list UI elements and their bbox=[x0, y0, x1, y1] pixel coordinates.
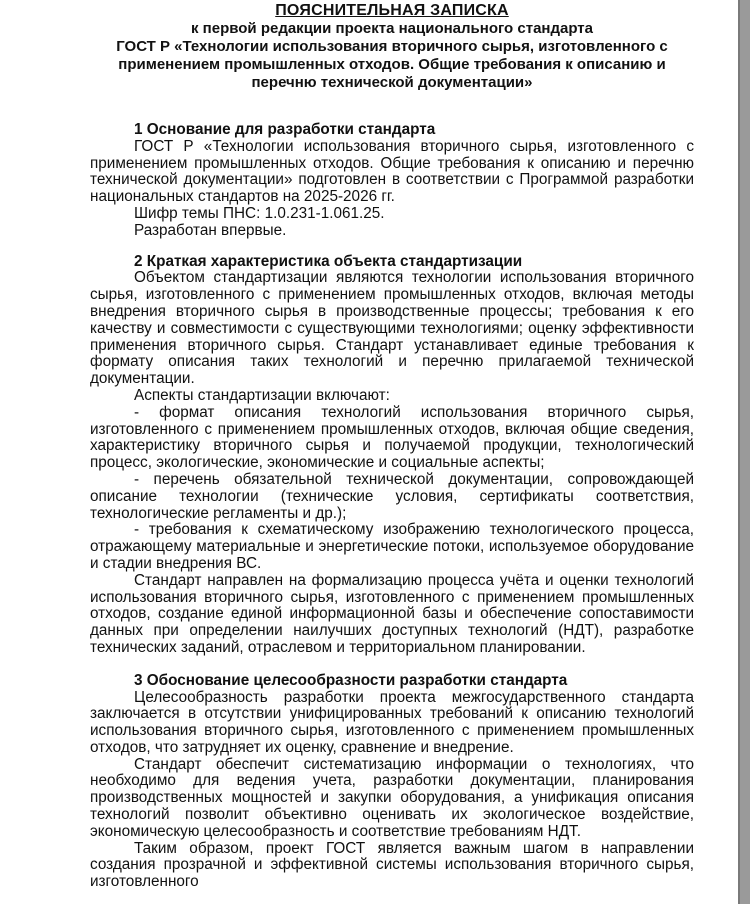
list-item: - перечень обязательной технической документации, сопровождающей описание технологии (технические условия, сертификаты соответствия, технологические регламенты и др.); bbox=[90, 470, 694, 522]
document-title: ПОЯСНИТЕЛЬНАЯ ЗАПИСКА bbox=[275, 2, 509, 19]
section-1-paragraph: ГОСТ Р «Технологии использования вторичного сырья, изготовленного с применением промышленных отходов. Общие требования к описанию и перечню технической документации» подготовлен в соответствии с Программой разработки национальных стандартов на 2025-2026 гг. bbox=[90, 137, 694, 206]
section-2-paragraph: Стандарт направлен на формализацию процесса учёта и оценки технологий использования вторичного сырья, изготовленного с применением промышленных отходов, создание единой информационной базы и обеспечение сопоставимости данных при определении наилучших доступных технологий (НДТ), разработке технических заданий, отраслевом и территориальном планировании. bbox=[90, 571, 694, 656]
section-2-paragraph: Аспекты стандартизации включают: bbox=[134, 386, 390, 404]
spacer bbox=[90, 657, 694, 673]
section-3-heading: 3 Обоснование целесообразности разработки стандарта bbox=[134, 671, 568, 689]
section-3-paragraph: Целесообразность разработки проекта межгосударственного стандарта заключается в отсутствии унифицированных требований к описанию технологий использования вторичного сырья, изготовленного с применением промышленных отходов, что затрудняет их оценку, сравнение и внедрение. bbox=[90, 688, 694, 756]
spacer bbox=[90, 240, 694, 254]
standard-name: ГОСТ Р «Технологии использования вторичного сырья, изготовленного с применением промышленных отходов. Общие требования к описанию и перечню технической документации» bbox=[116, 38, 668, 91]
section-1-paragraph: Шифр темы ПНС: 1.0.231-1.061.25. bbox=[134, 204, 385, 222]
section-1-paragraph: Разработан впервые. bbox=[134, 221, 287, 239]
section-2-heading: 2 Краткая характеристика объекта стандартизации bbox=[134, 252, 523, 270]
section-1-heading: 1 Основание для разработки стандарта bbox=[134, 121, 436, 138]
list-item: - требования к схематическому изображению технологического процесса, отражающему материальные и энергетические потоки, используемое оборудование и стадии внедрения ВС. bbox=[90, 521, 694, 572]
document-body bbox=[90, 122, 694, 891]
scrollbar[interactable] bbox=[738, 0, 750, 904]
section-3-paragraph: Таким образом, проект ГОСТ является важным шагом в направлении создания прозрачной и эффективной системы использования вторичного сырья, изготовленного bbox=[90, 839, 694, 891]
document-subtitle: к первой редакции проекта национального стандарта bbox=[191, 20, 593, 37]
document-header bbox=[90, 2, 694, 92]
section-3-paragraph: Стандарт обеспечит систематизацию информации о технологиях, что необходимо для ведения учета, разработки документации, планирования производственных мощностей и закупки оборудования, а унификация описания технологий позволит объективно оценивать их экологическое воздействие, экономическую целесообразность и соответствие требованиям НДТ. bbox=[90, 755, 694, 840]
list-item: - формат описания технологий использования вторичного сырья, изготовленного с применением промышленных отходов, включая общие сведения, характеристику вторичного сырья и получаемой продукции, технологический процесс, экологические, экономические и социальные аспекты; bbox=[90, 403, 694, 472]
section-2-paragraph: Объектом стандартизации являются технологии использования вторичного сырья, изготовленного с применением промышленных отходов, включая методы внедрения вторичного сырья в производственные процессы; требования к его качеству и совместимости с существующими технологиями; оценку эффективности применения вторичного сырья. Стандарт устанавливает единые требования к формату описания таких технологий и перечню прилагаемой технической документации. bbox=[90, 269, 694, 388]
